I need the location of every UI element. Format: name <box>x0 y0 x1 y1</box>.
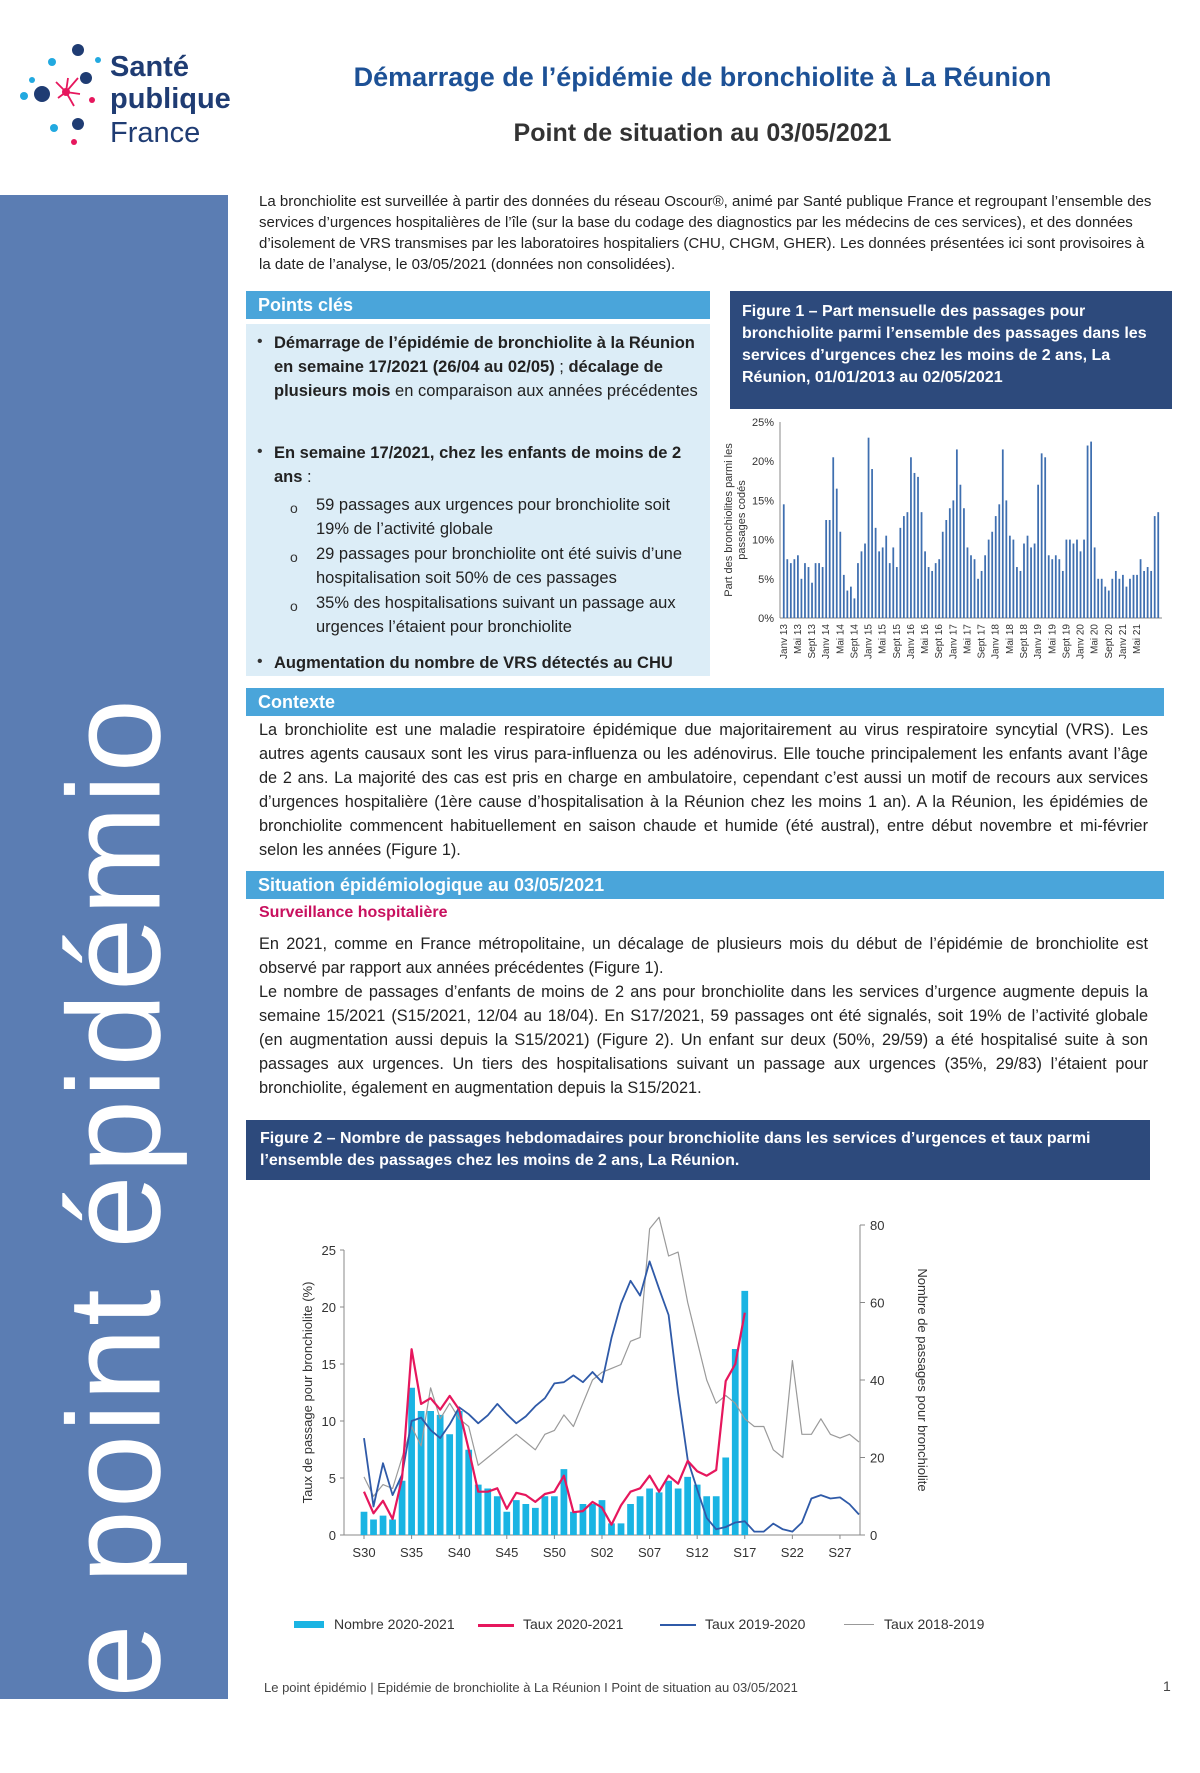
fig1-bar <box>846 591 848 618</box>
fig2-x-tick-label: S27 <box>828 1545 852 1560</box>
fig1-y-tick-label: 25% <box>751 417 774 429</box>
fig2-bar <box>722 1458 729 1536</box>
fig1-bar <box>1108 591 1110 618</box>
fig1-x-tick-label: Mai 19 <box>1047 624 1059 655</box>
fig1-bar <box>1087 446 1089 618</box>
fig2-x-tick-label: S12 <box>685 1545 709 1560</box>
fig2-bar <box>656 1492 663 1535</box>
fig2-left-tick-label: 10 <box>321 1414 336 1429</box>
bullet-icon: • <box>257 443 263 460</box>
fig2-right-tick-label: 60 <box>870 1295 885 1311</box>
legend-label-2: Taux 2020-2021 <box>523 1616 624 1632</box>
fig1-y-tick-label: 0% <box>758 613 774 625</box>
fig1-y-label <box>723 443 748 597</box>
key-point-3: Augmentation du nombre de VRS détectés au CHU <box>274 654 673 672</box>
situation-paragraph-2: Le nombre de passages d’enfants de moins de 2 ans pour bronchiolite dans les services d’urgence augmente depuis la semaine 15/2021 (S15/2021, 12/04 au 18/04). En S17/2021, 59 passages ont été signalés, soit 19% de l’activité globale (en augmentation aussi depuis la S15/2021) (Figure 2). Un enfant sur deux (50%, 29/59) a été hospitalisé suite à son passages aux urgences. Un tiers des hospitalisations suivant un passage aux urgences (35%, 29/83) l’étaient pour bronchiolite, également en augmentation depuis la S15/2021. <box>259 983 1148 1097</box>
fig1-bar <box>871 469 873 618</box>
fig1-bar <box>935 563 937 618</box>
fig1-bar <box>914 473 916 618</box>
fig1-bar <box>843 575 845 618</box>
fig1-bar <box>1034 544 1036 618</box>
fig1-bar <box>793 559 795 618</box>
fig1-bar <box>924 551 926 618</box>
key-point-1: Démarrage de l’épidémie de bronchiolite à la Réunion en semaine 17/2021 (26/04 au 02/05) ; décalage de plusieurs mois en comparaison aux années précédentes <box>274 334 698 400</box>
fig1-bar <box>988 540 990 618</box>
sidebar-title: Le point épidémio <box>40 696 188 1773</box>
footer-text: Le point épidémio | Epidémie de bronchiolite à La Réunion I Point de situation au 03/05/2021 <box>264 1680 798 1695</box>
fig1-bar <box>1013 540 1015 618</box>
legend-swatch-grey <box>844 1624 874 1625</box>
fig2-bar <box>589 1504 596 1535</box>
fig1-bar <box>952 500 954 618</box>
fig1-bar <box>1069 540 1071 618</box>
legend-label-4: Taux 2018-2019 <box>884 1616 985 1632</box>
fig2-bar <box>542 1496 549 1535</box>
fig1-bar <box>903 516 905 618</box>
fig2-bar <box>408 1388 415 1535</box>
fig1-bar <box>1048 555 1050 618</box>
fig2-x-tick-label: S45 <box>495 1545 519 1560</box>
fig1-bar <box>1062 571 1064 618</box>
fig2-left-tick-label: 5 <box>328 1471 336 1486</box>
fig1-bar <box>967 547 969 618</box>
fig2-x-tick-label: S40 <box>447 1545 471 1560</box>
fig1-bar <box>875 528 877 618</box>
fig1-bar <box>854 598 856 618</box>
fig2-bar <box>456 1411 463 1535</box>
fig2-x-tick-label: S30 <box>352 1545 376 1560</box>
fig1-bar <box>1126 587 1128 618</box>
fig2-bar <box>361 1512 368 1535</box>
figure1-chart <box>710 410 1170 690</box>
fig2-bar <box>532 1508 539 1535</box>
fig2-bar <box>503 1512 510 1535</box>
fig1-bar <box>878 551 880 618</box>
fig1-x-tick-label: Janv 18 <box>990 624 1002 660</box>
fig2-left-tick-label: 20 <box>321 1300 336 1315</box>
fig1-bar <box>942 532 944 618</box>
fig1-x-tick-label: Janv 16 <box>905 624 917 660</box>
fig1-bar <box>1066 540 1068 618</box>
fig2-bar <box>665 1481 672 1535</box>
fig1-bar <box>1044 457 1046 618</box>
fig1-bar <box>864 544 866 618</box>
fig1-bar <box>1157 512 1159 618</box>
fig2-bar <box>380 1516 387 1535</box>
fig1-bar <box>1076 540 1078 618</box>
fig1-bar <box>984 555 986 618</box>
fig2-right-tick-label: 20 <box>870 1450 885 1466</box>
fig1-x-tick-label: Mai 13 <box>792 624 804 655</box>
fig1-bar <box>829 520 831 618</box>
context-paragraph: La bronchiolite est une maladie respiratoire épidémique due majoritairement au virus respiratoire syncytial (VRS). Les autres agents causaux sont les virus para-influenza ou les adénovirus. Elle touche principalement les enfants avant l’âge de 2 ans. La majorité des cas est pris en charge en ambulatoire, cependant c’est aussi un motif de recours aux services d’urgences hospitalière (1ère cause d’hospitalisation à la Réunion chez les moins 1 an). A la Réunion, les épidémies de bronchiolite commencent habituellement en saison chaude et humide (été austral), entre début novembre et mi-février selon les années (Figure 1). <box>259 721 1148 859</box>
fig2-right-tick-label: 0 <box>870 1528 878 1543</box>
legend-swatch-magenta <box>478 1624 514 1627</box>
fig1-x-tick-label: Sept 18 <box>1018 624 1030 659</box>
fig1-bar <box>910 457 912 618</box>
situation-heading: Situation épidémiologique au 03/05/2021 <box>246 871 1164 899</box>
fig1-bar <box>889 563 891 618</box>
fig1-bar <box>1150 571 1152 618</box>
fig2-bar <box>627 1504 634 1535</box>
fig1-bar <box>892 547 894 618</box>
fig1-x-tick-label: Sept 17 <box>976 624 988 659</box>
fig1-bar <box>1055 555 1057 618</box>
fig1-bar <box>836 489 838 618</box>
fig1-bar <box>1136 575 1138 618</box>
fig1-bar <box>818 563 820 618</box>
fig2-right-tick-label: 40 <box>870 1373 885 1388</box>
fig1-bar <box>981 571 983 618</box>
fig1-bar <box>931 571 933 618</box>
situation-paragraph-1: En 2021, comme en France métropolitaine, un décalage de plusieurs mois du début de l’épidémie de bronchiolite est observé par rapport aux années précédentes (Figure 1). <box>259 935 1148 977</box>
figure2-chart <box>290 1195 1050 1645</box>
legend-swatch-navy <box>660 1624 696 1626</box>
fig1-bar <box>822 567 824 618</box>
fig1-bar <box>1133 575 1135 618</box>
fig2-bar <box>551 1496 558 1535</box>
fig1-bar <box>977 579 979 618</box>
fig1-bar <box>1104 587 1106 618</box>
fig1-bar <box>1051 559 1053 618</box>
fig1-bar <box>786 559 788 618</box>
fig1-bar <box>1111 579 1113 618</box>
fig1-x-tick-label: Mai 15 <box>877 624 889 655</box>
bullet-icon: • <box>257 333 263 350</box>
fig2-left-tick-label: 25 <box>321 1243 336 1258</box>
sidebar-band <box>0 195 228 1773</box>
key-subpoint-3: 35% des hospitalisations suivant un passage aux urgences l’étaient pour bronchiolite <box>316 594 676 636</box>
fig1-x-tick-label: Janv 14 <box>821 624 833 660</box>
fig2-bar <box>389 1520 396 1536</box>
fig2-x-tick-label: S07 <box>638 1545 662 1560</box>
fig2-bar <box>675 1489 682 1536</box>
fig1-x-tick-label: Mai 20 <box>1089 624 1101 655</box>
fig1-bar <box>1037 485 1039 618</box>
fig1-bar <box>1023 544 1025 618</box>
fig1-x-tick-label: Mai 21 <box>1132 624 1144 655</box>
fig1-x-tick-label: Sept 13 <box>807 624 819 659</box>
fig1-bar <box>1041 453 1043 618</box>
fig1-bar <box>1129 579 1131 618</box>
fig1-x-tick-label: Janv 13 <box>778 624 790 660</box>
fig1-bar <box>1118 579 1120 618</box>
fig1-x-tick-label: Mai 14 <box>835 624 847 655</box>
fig1-bar <box>1005 500 1007 618</box>
fig1-bar <box>995 516 997 618</box>
fig1-x-tick-label: Sept 15 <box>891 624 903 659</box>
fig1-bar <box>896 567 898 618</box>
fig1-y-label-line: Part des bronchiolites parmi les <box>723 443 735 597</box>
figure1-caption: Figure 1 – Part mensuelle des passages pour bronchiolite parmi l’ensemble des passages dans les services d’urgences chez les moins de 2 ans, La Réunion, 01/01/2013 au 02/05/2021 <box>730 291 1172 409</box>
fig1-bar <box>899 528 901 618</box>
fig1-y-tick-label: 10% <box>751 534 774 547</box>
fig1-bar <box>815 563 817 618</box>
fig1-bar <box>1002 449 1004 618</box>
fig2-bar <box>513 1500 520 1535</box>
fig1-bar <box>956 449 958 618</box>
fig1-bar <box>1030 547 1032 618</box>
fig2-bar <box>570 1512 577 1535</box>
fig1-bar <box>1083 540 1085 618</box>
fig1-bar <box>1020 571 1022 618</box>
fig1-x-tick-label: Mai 16 <box>920 624 932 655</box>
fig2-bar <box>684 1477 691 1535</box>
fig1-bar <box>991 532 993 618</box>
fig1-bar <box>808 567 810 618</box>
page-subtitle: Point de situation au 03/05/2021 <box>513 119 892 147</box>
fig1-bar <box>1101 579 1103 618</box>
fig2-x-tick-label: S50 <box>542 1545 566 1560</box>
fig1-bar <box>1097 579 1099 618</box>
fig1-bar <box>1090 442 1092 618</box>
fig1-y-tick-label: 15% <box>751 495 774 508</box>
fig1-x-tick-label: Mai 18 <box>1004 624 1016 655</box>
fig1-bar <box>857 563 859 618</box>
fig1-bar <box>1016 567 1018 618</box>
fig1-bar <box>963 508 965 618</box>
fig2-x-tick-label: S35 <box>400 1545 424 1560</box>
fig1-bar <box>917 477 919 618</box>
fig1-bar <box>804 563 806 618</box>
legend-label-3: Taux 2019-2020 <box>705 1616 806 1632</box>
key-subpoint-2: 29 passages pour bronchiolite ont été suivis d’une hospitalisation soit 50% de ces passages <box>316 545 682 587</box>
fig2-bar <box>446 1434 453 1535</box>
key-point-2: En semaine 17/2021, chez les enfants de moins de 2 ans : <box>274 444 682 486</box>
fig1-bar <box>850 587 852 618</box>
fig2-bar <box>646 1489 653 1536</box>
fig2-bar <box>618 1523 625 1535</box>
sub-bullet-icon: o <box>290 500 298 516</box>
fig1-bar <box>801 579 803 618</box>
fig1-bar <box>885 536 887 618</box>
fig1-y-tick-label: 20% <box>751 456 774 469</box>
sub-bullet-icon: o <box>290 549 298 565</box>
page-number: 1 <box>1163 1678 1171 1694</box>
logo-line3: France <box>110 117 201 149</box>
fig2-right-tick-label: 80 <box>870 1218 885 1233</box>
fig1-bar <box>1073 544 1075 618</box>
fig1-bar <box>960 485 962 618</box>
fig1-x-tick-label: Janv 19 <box>1033 624 1045 660</box>
fig1-bar <box>970 555 972 618</box>
fig1-x-tick-label: Mai 17 <box>962 624 974 655</box>
intro-paragraph: La bronchiolite est surveillée à partir des données du réseau Oscour®, animé par Santé publique France et regroupant l’ensemble des services d’urgences hospitalières de l’île (sur la base du codage des diagnostics par les médecins de ces services), et des données d’isolement de VRS transmises par les laboratoires hospitaliers (CHU, CHGM, GHER). Les données présentées ici sont provisoires à la date de l’analyse, le 03/05/2021 (données non consolidées). <box>259 193 1152 273</box>
fig1-x-tick-label: Sept 16 <box>934 624 946 659</box>
logo-line1: Santé <box>110 51 189 83</box>
fig1-bar <box>949 508 951 618</box>
fig1-x-tick-label: Janv 21 <box>1117 624 1129 660</box>
fig1-bar <box>1147 567 1149 618</box>
fig1-bar <box>1058 559 1060 618</box>
fig1-bar <box>797 555 799 618</box>
fig1-bar <box>921 512 923 618</box>
fig1-bar <box>907 512 909 618</box>
legend-swatch-bar <box>294 1621 324 1628</box>
fig1-bar <box>868 438 870 618</box>
situation-subheading: Surveillance hospitalière <box>259 904 448 921</box>
fig1-x-tick-label: Janv 20 <box>1075 624 1087 660</box>
fig1-bar <box>882 547 884 618</box>
fig1-bar <box>1027 536 1029 618</box>
fig1-bar <box>928 567 930 618</box>
context-heading: Contexte <box>246 688 1164 716</box>
fig1-bar <box>1143 571 1145 618</box>
fig1-bar <box>1094 547 1096 618</box>
fig2-bar <box>694 1485 701 1535</box>
fig2-left-tick-label: 15 <box>321 1357 336 1372</box>
page-title: Démarrage de l’épidémie de bronchiolite à La Réunion <box>353 62 1052 92</box>
fig1-bar <box>783 504 785 618</box>
fig2-bar <box>494 1496 501 1535</box>
fig2-bar <box>437 1415 444 1535</box>
fig1-x-tick-label: Janv 15 <box>863 624 875 660</box>
fig1-bar <box>1122 575 1124 618</box>
fig2-bar <box>522 1504 529 1535</box>
fig1-bar <box>790 563 792 618</box>
legend-label-1: Nombre 2020-2021 <box>334 1616 455 1632</box>
fig1-bar <box>945 520 947 618</box>
fig1-bar <box>938 559 940 618</box>
fig1-bar <box>998 504 1000 618</box>
fig1-bar <box>1140 559 1142 618</box>
fig1-x-tick-label: Janv 17 <box>948 624 960 660</box>
fig2-bar <box>370 1520 377 1536</box>
fig1-bar <box>811 583 813 618</box>
figure2-caption: Figure 2 – Nombre de passages hebdomadaires pour bronchiolite dans les services d’urgences et taux parmi l’ensemble des passages chez les moins de 2 ans, La Réunion. <box>246 1120 1150 1180</box>
logo-dots-icon <box>18 40 110 150</box>
fig1-x-tick-label: Sept 20 <box>1103 624 1115 659</box>
fig1-bar <box>1080 551 1082 618</box>
logo-line2: publique <box>110 83 231 115</box>
fig1-y-tick-label: 5% <box>758 573 774 586</box>
fig2-bar <box>484 1489 491 1536</box>
fig1-y-label-line: passages codés <box>736 480 748 560</box>
fig1-bar <box>861 551 863 618</box>
fig1-bar <box>825 520 827 618</box>
fig1-bar <box>832 457 834 618</box>
fig2-bar <box>637 1496 644 1535</box>
sub-bullet-icon: o <box>290 598 298 614</box>
key-subpoint-1: 59 passages aux urgences pour bronchiolite soit 19% de l’activité globale <box>316 496 671 538</box>
fig1-x-tick-label: Sept 14 <box>849 624 861 659</box>
fig1-bar <box>974 559 976 618</box>
fig2-left-tick-label: 0 <box>328 1528 336 1543</box>
fig2-right-axis-label: Nombre de passages pour bronchiolite <box>915 1268 930 1492</box>
fig2-x-tick-label: S22 <box>780 1545 804 1560</box>
fig1-bar <box>1154 516 1156 618</box>
fig1-x-tick-label: Sept 19 <box>1061 624 1073 659</box>
key-points-heading: Points clés <box>246 291 710 319</box>
fig2-x-tick-label: S17 <box>733 1545 757 1560</box>
bullet-icon: • <box>257 653 263 670</box>
fig2-x-tick-label: S02 <box>590 1545 614 1560</box>
fig1-bar <box>839 532 841 618</box>
fig2-bar <box>732 1349 739 1535</box>
fig1-bar <box>1115 571 1117 618</box>
fig1-bar <box>1009 536 1011 618</box>
fig2-left-axis-label: Taux de passage pour bronchiolite (%) <box>300 1281 315 1504</box>
